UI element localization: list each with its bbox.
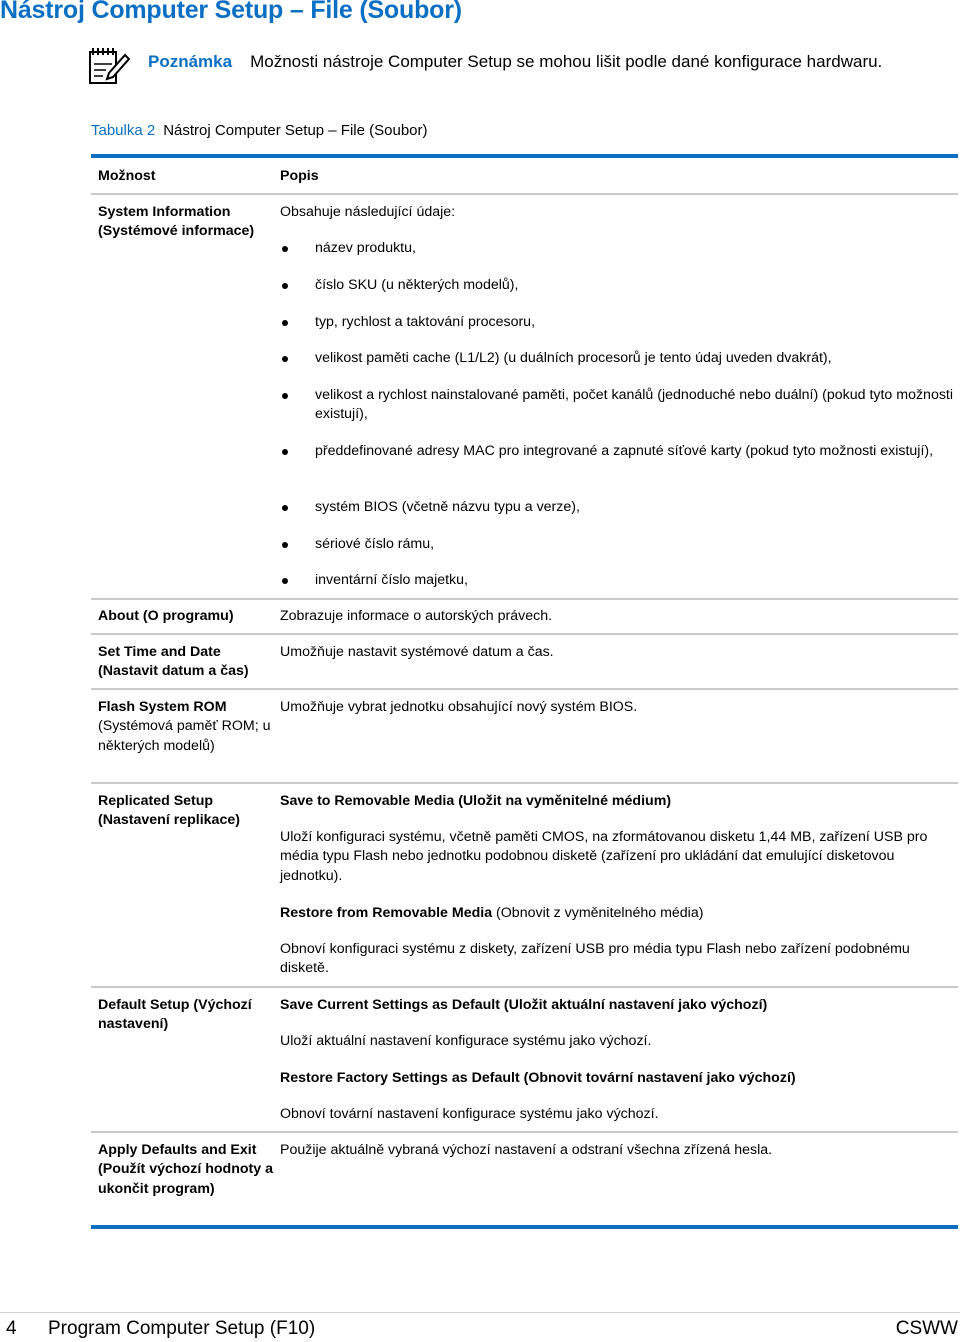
bullet-icon <box>282 246 288 252</box>
list-item: typ, rychlost a taktování procesoru, <box>315 314 536 330</box>
option-about: About (O programu) <box>98 608 234 624</box>
list-item: systém BIOS (včetně názvu typu a verze), <box>315 499 580 515</box>
table-bottom-bar <box>91 1225 958 1229</box>
about-description: Zobrazuje informace o autorských právech. <box>280 608 553 624</box>
apply-defaults-description: Použije aktuálně vybraná výchozí nastavení a odstraní všechna zřízená hesla. <box>280 1142 773 1158</box>
row-divider <box>91 598 958 600</box>
list-item: název produktu, <box>315 240 416 256</box>
table-number: Tabulka 2 <box>91 122 156 139</box>
replicated-save-text: Uloží konfiguraci systému, včetně paměti CMOS, na zformátovanou disketu 1,44 MB, zařízení USB pro média typu Flash nebo jednotku podobnou disketě (zařízení pro ukládání dat emulující disketovou jednotku). <box>280 829 928 884</box>
default-save-heading: Save Current Settings as Default (Uložit aktuální nastavení jako výchozí) <box>280 997 768 1013</box>
bullet-icon <box>282 578 288 584</box>
list-item: inventární číslo majetku, <box>315 572 468 588</box>
bullet-icon <box>282 320 288 326</box>
footer-section-title: Program Computer Setup (F10) <box>48 1318 316 1339</box>
set-time-description: Umožňuje nastavit systémové datum a čas. <box>280 644 554 660</box>
footer-divider <box>0 1312 960 1313</box>
page-title: Nástroj Computer Setup – File (Soubor) <box>0 0 462 24</box>
footer-doc-id: CSWW <box>895 1318 958 1339</box>
note-text: Možnosti nástroje Computer Setup se mohou lišit podle dané konfigurace hardwaru. <box>250 52 883 71</box>
list-item: velikost paměti cache (L1/L2) (u duálních procesorů je tento údaj uveden dvakrát), <box>315 350 832 366</box>
bullet-icon <box>282 393 288 399</box>
row-divider <box>91 633 958 635</box>
note-pencil-icon <box>86 44 130 86</box>
default-restore-heading: Restore Factory Settings as Default (Obnovit tovární nastavení jako výchozí) <box>280 1070 796 1086</box>
flash-rom-description: Umožňuje vybrat jednotku obsahující nový systém BIOS. <box>280 699 638 715</box>
bullet-icon <box>282 356 288 362</box>
option-replicated-setup: Replicated Setup (Nastavení replikace) <box>98 793 240 829</box>
bullet-icon <box>282 542 288 548</box>
table-caption <box>91 122 428 139</box>
bullet-icon <box>282 505 288 511</box>
default-restore-text: Obnoví tovární nastavení konfigurace systému jako výchozí. <box>280 1106 659 1122</box>
note-label: Poznámka <box>148 52 233 71</box>
row-divider <box>91 782 958 784</box>
row-divider <box>91 986 958 988</box>
system-info-intro: Obsahuje následující údaje: <box>280 204 456 220</box>
table-top-bar <box>91 154 958 158</box>
bullet-icon <box>282 283 288 289</box>
option-set-time-date: Set Time and Date (Nastavit datum a čas) <box>98 644 249 680</box>
list-item: předdefinované adresy MAC pro integrované a zapnuté síťové karty (pokud tyto možnosti existují), <box>315 443 934 459</box>
replicated-restore-text: Obnoví konfiguraci systému z diskety, zařízení USB pro média typu Flash nebo zařízení podobnému disketě. <box>280 941 910 977</box>
replicated-restore-heading: Restore from Removable Media (Obnovit z vyměnitelného média) <box>280 905 704 921</box>
header-description: Popis <box>280 168 319 184</box>
option-apply-defaults-exit: Apply Defaults and Exit (Použít výchozí hodnoty a ukončit program) <box>98 1142 273 1197</box>
list-item: číslo SKU (u některých modelů), <box>315 277 519 293</box>
replicated-save-heading: Save to Removable Media (Uložit na vyměnitelné médium) <box>280 793 672 809</box>
list-item: velikost a rychlost nainstalované paměti, počet kanálů (jednoduché nebo duální) (pokud tyto možnosti existují), <box>315 387 954 423</box>
footer-page-number: 4 <box>6 1318 17 1339</box>
note-box <box>148 50 918 74</box>
list-item: sériové číslo rámu, <box>315 536 435 552</box>
option-system-information: System Information (Systémové informace) <box>98 204 255 240</box>
row-divider <box>91 193 958 195</box>
row-divider <box>91 688 958 690</box>
option-default-setup: Default Setup (Výchozí nastavení) <box>98 997 252 1033</box>
bullet-icon <box>282 449 288 455</box>
row-divider <box>91 1131 958 1133</box>
header-option: Možnost <box>98 168 156 184</box>
default-save-text: Uloží aktuální nastavení konfigurace systému jako výchozí. <box>280 1033 652 1049</box>
table-caption-title: Nástroj Computer Setup – File (Soubor) <box>163 122 428 139</box>
option-flash-system-rom: Flash System ROM (Systémová paměť ROM; u některých modelů) <box>98 699 271 754</box>
